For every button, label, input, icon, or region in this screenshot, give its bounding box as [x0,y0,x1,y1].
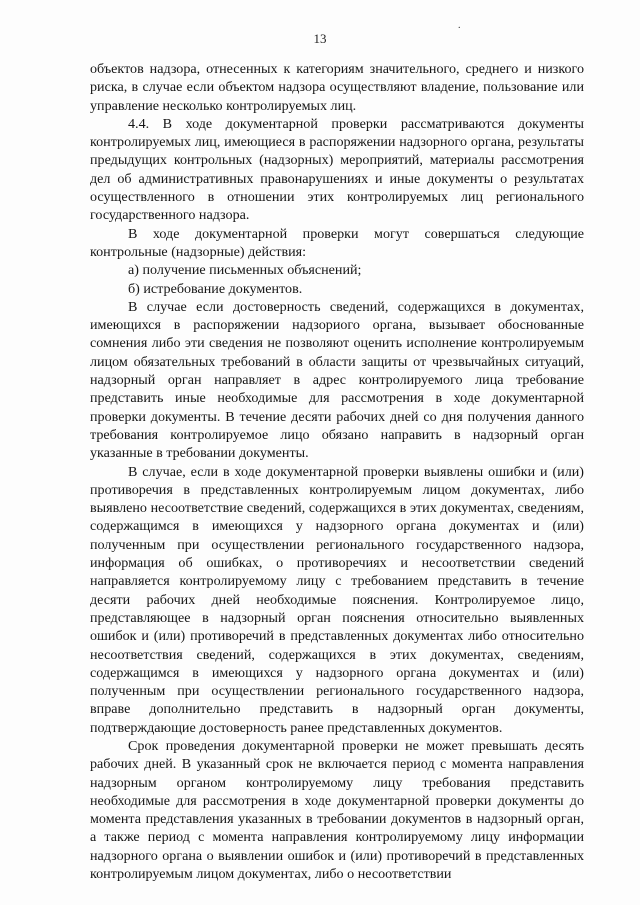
paragraph: В ходе документарной проверки могут совершаться следующие контрольные (надзорные) действия: [90,225,584,260]
paragraph: В случае если достоверность сведений, содержащихся в документах, имеющихся в распоряжении надзориого органа, вызывает обоснованные сомнения либо эти сведения не позволяют оценить исполнение контролируемым лицом обязательных требований в области защиты от чрезвычайных ситуаций, надзорный орган направляет в адрес контролируемого лица требование представить иные необходимые для рассмотрения в ходе документарной проверки документы. В течение десяти рабочих дней со дня получения данного требования контролируемое лицо обязано направить в надзорный орган указанные в требовании документы. [90,298,584,462]
page-number: 13 [313,31,327,46]
body-text [90,60,584,883]
paragraph: а) получение письменных объяснений; [128,262,362,279]
paragraph: объектов надзора, отнесенных к категориям значительного, среднего и низкого риска, в случае если объектом надзора осуществляют владение, пользование или управление несколько контролируемых лиц. [90,61,584,114]
paragraph: В случае, если в ходе документарной проверки выявлены ошибки и (или) противоречия в представленных контролируемым лицом документах, либо выявлено несоответствие сведений, содержащихся в этих документах, сведениям, содержащимся в имеющихся у надзорного органа документах и (или) полученным при осуществлении регионального государственного надзора, информация об ошибках, о противоречиях и несоответствии сведений направляется контролируемому лицу с требованием представить в течение десяти рабочих дней необходимые пояснения. Контролируемое лицо, представляющее в надзорный орган пояснения относительно выявленных ошибок и (или) противоречий в представленных документах либо относительно несоответствия сведений, содержащихся в этих документах, сведениям, содержащимся в имеющихся у надзорного органа документах и (или) полученным при осуществлении регионального государственного надзора, вправе дополнительно представить в надзорный орган документы, подтверждающие достоверность ранее представленных документов. [90,463,584,736]
scan-mark: . [458,20,461,31]
paragraph: б) истребование документов. [128,280,303,297]
paragraph: Срок проведения документарной проверки не может превышать десять рабочих дней. В указанный срок не включается период с момента направления надзорным органом контролируемому лицу требования представить необходимые для рассмотрения в ходе документарной проверки документы до момента представления указанных в требовании документов в надзорный орган, а также период с момента направления контролируемому лицу информации надзорного органа о выявлении ошибок и (или) противоречий в представленных контролируемым лицом документах, либо о несоответствии [90,737,584,883]
paragraph: 4.4. В ходе документарной проверки рассматриваются документы контролируемых лиц, имеющиеся в распоряжении надзорного органа, результаты предыдущих контрольных (надзорных) мероприятий, материалы рассмотрения дел об административных правонарушениях и иные документы о результатах осуществленного в отношении этих контролируемых лиц регионального государственного надзора. [90,115,584,224]
